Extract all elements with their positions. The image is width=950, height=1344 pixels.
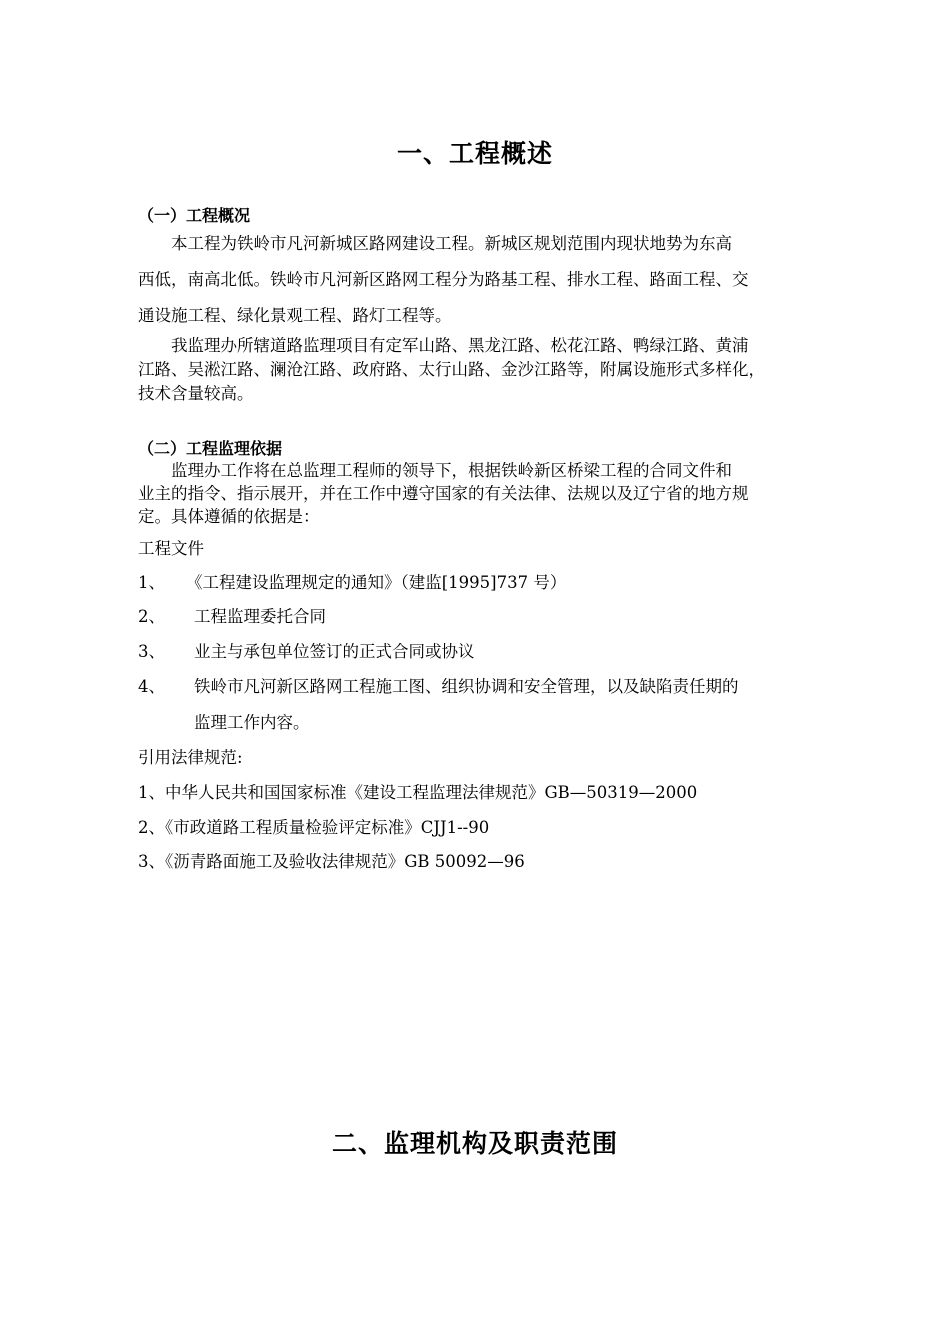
text-line: 我监理办所辖道路监理项目有定军山路、黑龙江路、松花江路、鸭绿江路、黄浦 xyxy=(171,336,749,355)
text-line: 定。具体遵循的依据是： xyxy=(138,507,320,526)
doc-item: 铁岭市凡河新区路网工程施工图、组织协调和安全管理，以及缺陷责任期的 xyxy=(194,677,739,696)
overview-paragraph-2 xyxy=(138,334,828,406)
law-item: 3、《沥青路面施工及验收法律规范》GB 50092—96 xyxy=(138,852,525,871)
doc-item: 业主与承包单位签订的正式合同或协议 xyxy=(194,642,475,661)
basis-paragraph xyxy=(138,459,828,528)
section-2-title: 二、监理机构及职责范围 xyxy=(331,1129,618,1158)
text-line: 西低，南高北低。铁岭市凡河新区路网工程分为路基工程、排水工程、路面工程、交 xyxy=(138,270,749,289)
text-line: 技术含量较高。 xyxy=(138,384,254,403)
text-line: 通设施工程、绿化景观工程、路灯工程等。 xyxy=(138,306,452,325)
laws-label: 引用法律规范: xyxy=(138,748,243,767)
doc-number: 1、 xyxy=(138,573,165,592)
subsection-1-heading: （一）工程概况 xyxy=(138,206,251,225)
doc-item: 《工程建设监理规定的通知》（建监[1995]737 号） xyxy=(186,573,567,592)
doc-number: 2、 xyxy=(138,607,165,626)
docs-label: 工程文件 xyxy=(138,539,204,558)
doc-number: 4、 xyxy=(138,677,165,696)
text-line: 业主的指令、指示展开，并在工作中遵守国家的有关法律、法规以及辽宁省的地方规 xyxy=(138,484,749,503)
overview-paragraph-1 xyxy=(138,226,828,334)
section-1-title: 一、工程概述 xyxy=(396,139,553,168)
text-line: 监理办工作将在总监理工程师的领导下，根据铁岭新区桥梁工程的合同文件和 xyxy=(171,461,732,480)
law-item: 2、《市政道路工程质量检验评定标准》CJJ1--90 xyxy=(138,818,490,837)
doc-number: 3、 xyxy=(138,642,165,661)
text-line: 江路、吴淞江路、澜沧江路、政府路、太行山路、金沙江路等，附属设施形式多样化， xyxy=(138,360,765,379)
doc-item: 工程监理委托合同 xyxy=(194,607,326,626)
text-line: 本工程为铁岭市凡河新城区路网建设工程。新城区规划范围内现状地势为东高 xyxy=(171,234,732,253)
doc-item-continuation: 监理工作内容。 xyxy=(194,713,310,732)
subsection-2-heading: （二）工程监理依据 xyxy=(138,439,283,458)
law-item: 1、中华人民共和国国家标准《建设工程监理法律规范》GB—50319—2000 xyxy=(138,783,698,802)
